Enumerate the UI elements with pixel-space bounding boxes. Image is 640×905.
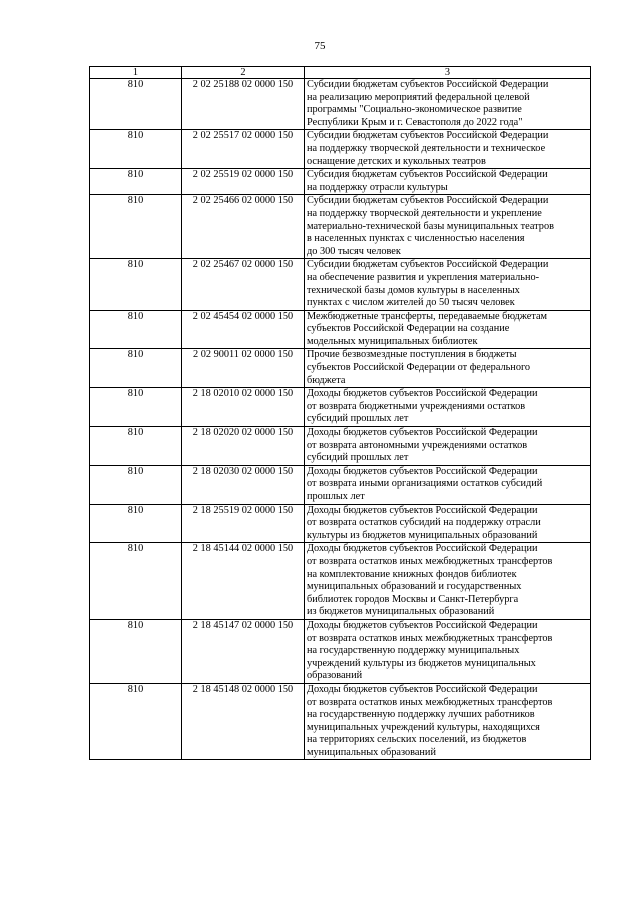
description-line: от возврата автономными учреждениями остатков <box>307 439 528 451</box>
table-row <box>90 169 591 195</box>
table-row <box>90 259 591 310</box>
description-line: субъектов Российской Федерации от федерального <box>307 362 531 374</box>
admin-code-cell: 810 <box>90 79 182 130</box>
description-line: от возврата остатков иных межбюджетных трансфертов <box>307 696 553 708</box>
admin-code-cell: 810 <box>90 259 182 310</box>
description-line: культуры из бюджетов муниципальных образований <box>307 529 538 541</box>
description-line: Доходы бюджетов субъектов Российской Федерации <box>307 543 538 555</box>
revenue-code-cell: 2 02 25467 02 0000 150 <box>182 259 305 310</box>
description-line: Доходы бюджетов субъектов Российской Федерации <box>307 619 538 631</box>
revenue-code-cell: 2 18 45148 02 0000 150 <box>182 683 305 760</box>
revenue-description-cell <box>305 465 591 504</box>
table-row <box>90 427 591 466</box>
table-row <box>90 388 591 427</box>
revenue-code-cell: 2 02 45454 02 0000 150 <box>182 310 305 349</box>
admin-code-cell: 810 <box>90 427 182 466</box>
admin-code-cell: 810 <box>90 388 182 427</box>
description-line: бюджета <box>307 374 346 386</box>
description-line: образований <box>307 670 363 682</box>
revenue-description-cell <box>305 504 591 543</box>
description-line: на государственную поддержку лучших работников <box>307 709 535 721</box>
description-line: Доходы бюджетов субъектов Российской Федерации <box>307 388 538 400</box>
admin-code-cell: 810 <box>90 543 182 620</box>
column-header-1: 1 <box>90 67 182 79</box>
description-line: модельных муниципальных библиотек <box>307 335 478 347</box>
revenue-code-cell: 2 18 02010 02 0000 150 <box>182 388 305 427</box>
description-line: библиотек городов Москвы и Санкт-Петербурга <box>307 593 519 605</box>
admin-code-cell: 810 <box>90 504 182 543</box>
description-line: муниципальных образований <box>307 746 436 758</box>
description-line: Субсидии бюджетам субъектов Российской Федерации <box>307 79 549 90</box>
admin-code-cell: 810 <box>90 130 182 169</box>
revenue-description-cell <box>305 543 591 620</box>
admin-code-cell: 810 <box>90 195 182 259</box>
revenue-code-cell: 2 02 25188 02 0000 150 <box>182 79 305 130</box>
description-line: на поддержку творческой деятельности и техническое <box>307 142 546 154</box>
description-line: на территориях сельских поселений, из бюджетов <box>307 734 527 746</box>
revenue-code-cell: 2 18 02030 02 0000 150 <box>182 465 305 504</box>
revenue-code-cell: 2 02 25517 02 0000 150 <box>182 130 305 169</box>
table-row <box>90 465 591 504</box>
description-line: на комплектование книжных фондов библиотек <box>307 568 517 580</box>
table-row <box>90 130 591 169</box>
admin-code-cell: 810 <box>90 619 182 683</box>
table-row <box>90 543 591 620</box>
description-line: на государственную поддержку муниципальных <box>307 645 520 657</box>
table-row <box>90 349 591 388</box>
description-line: Субсидия бюджетам субъектов Российской Федерации <box>307 169 548 181</box>
revenue-description-cell <box>305 310 591 349</box>
table-body <box>90 79 591 760</box>
revenue-code-cell: 2 02 90011 02 0000 150 <box>182 349 305 388</box>
description-line: пунктах с числом жителей до 50 тысяч человек <box>307 297 515 309</box>
revenue-code-cell: 2 02 25519 02 0000 150 <box>182 169 305 195</box>
description-line: до 300 тысяч человек <box>307 245 401 257</box>
revenue-code-cell: 2 18 25519 02 0000 150 <box>182 504 305 543</box>
budget-revenue-table <box>89 66 591 760</box>
column-header-2: 2 <box>182 67 305 79</box>
revenue-description-cell <box>305 683 591 760</box>
description-line: субсидий прошлых лет <box>307 413 409 425</box>
description-line: из бюджетов муниципальных образований <box>307 606 495 618</box>
description-line: учреждений культуры из бюджетов муниципальных <box>307 657 536 669</box>
description-line: от возврата остатков субсидий на поддержку отрасли <box>307 517 541 529</box>
description-line: на обеспечение развития и укрепления материально- <box>307 271 540 283</box>
description-line: субъектов Российской Федерации на создание <box>307 323 510 335</box>
description-line: Субсидии бюджетам субъектов Российской Федерации <box>307 259 549 271</box>
description-line: Доходы бюджетов субъектов Российской Федерации <box>307 465 538 477</box>
description-line: оснащение детских и кукольных театров <box>307 155 486 167</box>
revenue-description-cell <box>305 259 591 310</box>
admin-code-cell: 810 <box>90 465 182 504</box>
revenue-description-cell <box>305 79 591 130</box>
description-line: технической базы домов культуры в населенных <box>307 284 520 296</box>
table-row <box>90 683 591 760</box>
revenue-code-cell: 2 18 45144 02 0000 150 <box>182 543 305 620</box>
description-line: субсидий прошлых лет <box>307 452 409 464</box>
admin-code-cell: 810 <box>90 310 182 349</box>
admin-code-cell: 810 <box>90 169 182 195</box>
description-line: Доходы бюджетов субъектов Российской Федерации <box>307 427 538 439</box>
description-line: на поддержку отрасли культуры <box>307 181 448 193</box>
revenue-code-cell: 2 18 02020 02 0000 150 <box>182 427 305 466</box>
table-row <box>90 504 591 543</box>
description-line: на поддержку творческой деятельности и укрепление <box>307 207 542 219</box>
description-line: от возврата остатков иных межбюджетных трансфертов <box>307 632 553 644</box>
table-row <box>90 79 591 130</box>
description-line: Субсидии бюджетам субъектов Российской Федерации <box>307 130 549 142</box>
description-line: прошлых лет <box>307 491 365 502</box>
description-line: Республики Крым и г. Севастополя до 2022 года" <box>307 116 523 128</box>
revenue-description-cell <box>305 195 591 259</box>
revenue-description-cell <box>305 130 591 169</box>
column-header-3: 3 <box>305 67 591 79</box>
description-line: программы "Социально-экономическое развитие <box>307 104 522 116</box>
admin-code-cell: 810 <box>90 349 182 388</box>
description-line: муниципальных учреждений культуры, находящихся <box>307 721 540 733</box>
admin-code-cell: 810 <box>90 683 182 760</box>
revenue-description-cell <box>305 169 591 195</box>
description-line: от возврата остатков иных межбюджетных трансфертов <box>307 555 553 567</box>
description-line: муниципальных образований и государственных <box>307 581 522 593</box>
description-line: на реализацию мероприятий федеральной целевой <box>307 91 530 103</box>
table-header-row <box>90 67 591 79</box>
description-line: материально-технической базы муниципальных театров <box>307 220 554 232</box>
description-line: Прочие безвозмездные поступления в бюджеты <box>307 349 517 361</box>
table-row <box>90 310 591 349</box>
page-number: 75 <box>314 40 326 52</box>
description-line: Межбюджетные трансферты, передаваемые бюджетам <box>307 310 548 322</box>
description-line: Доходы бюджетов субъектов Российской Федерации <box>307 504 538 516</box>
table-row <box>90 619 591 683</box>
revenue-description-cell <box>305 388 591 427</box>
revenue-description-cell <box>305 427 591 466</box>
revenue-code-cell: 2 02 25466 02 0000 150 <box>182 195 305 259</box>
revenue-description-cell <box>305 619 591 683</box>
revenue-code-cell: 2 18 45147 02 0000 150 <box>182 619 305 683</box>
table-row <box>90 195 591 259</box>
description-line: в населенных пунктах с численностью населения <box>307 233 525 245</box>
description-line: Субсидии бюджетам субъектов Российской Федерации <box>307 195 549 207</box>
description-line: от возврата бюджетными учреждениями остатков <box>307 400 526 412</box>
revenue-description-cell <box>305 349 591 388</box>
description-line: от возврата иными организациями остатков субсидий <box>307 478 543 490</box>
description-line: Доходы бюджетов субъектов Российской Федерации <box>307 683 538 695</box>
